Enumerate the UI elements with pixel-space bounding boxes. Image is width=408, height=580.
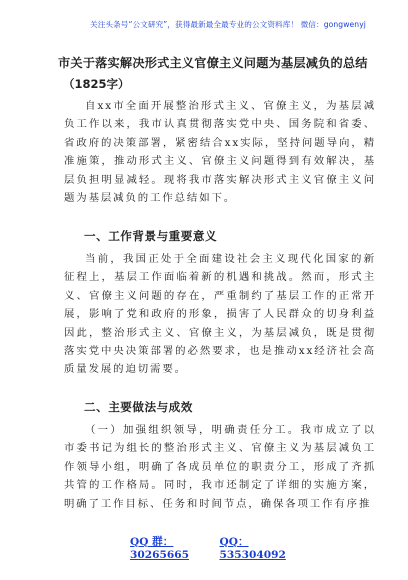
word-count: （1825字） [63, 77, 130, 91]
footer-contacts [130, 534, 300, 561]
document-title: 市关于落实解决形式主义官僚主义问题为基层减负的总结 [58, 56, 368, 70]
section-heading-practices: 二、主要做法与成效 [84, 400, 193, 414]
header-banner [55, 8, 401, 40]
footer-qq-group[interactable]: QQ 群： 30265665 [130, 536, 189, 561]
paragraph-background: 当前，我国正处于全面建设社会主义现代化国家的新征程上，基层工作面临着新的机遇和挑战。然而，形式主义、官僚主义问题的存在，严重制约了基层工作的正常开展，影响了党和政府的形象，损害了人民群众的切身利益因此，整治形式主义、官僚主义，为基层减负，既是贯彻落实党中央决策部署的必然要求，也是推动xx经济社会高质量发展的迫切需要。 [64, 253, 376, 376]
footer-qq[interactable]: QQ：535304092 [219, 536, 286, 561]
section-heading-background: 一、工作背景与重要意义 [84, 229, 218, 243]
paragraph-intro: 自xx市全面开展整治形式主义、官僚主义，为基层减负工作以来，我市认真贯彻落实党中央、国务院和省委、省政府的决策部署，紧密结合xx实际，坚持问题导向，精准施策，推动形式主义、官僚主义问题得到有效解决，基层负担明显减轻。现将我市落实解决形式主义官僚主义问题为基层减负的工作总结如下。 [64, 100, 376, 205]
paragraph-measure-1: （一）加强组织领导，明确责任分工。我市成立了以市委书记为组长的整治形式主义、官僚主义为基层减负工作领导小组，明确了各成员单位的职责分工，形成了齐抓共管的工作格局。同时，我市还制定了详细的实施方案，明确了工作目标、任务和时间节点，确保各项工作有序推 [64, 424, 376, 510]
banner-text: 关注头条号“公文研究”，获得最新最全最专业的公文资料库！ 微信：gongwenyj [90, 19, 366, 29]
